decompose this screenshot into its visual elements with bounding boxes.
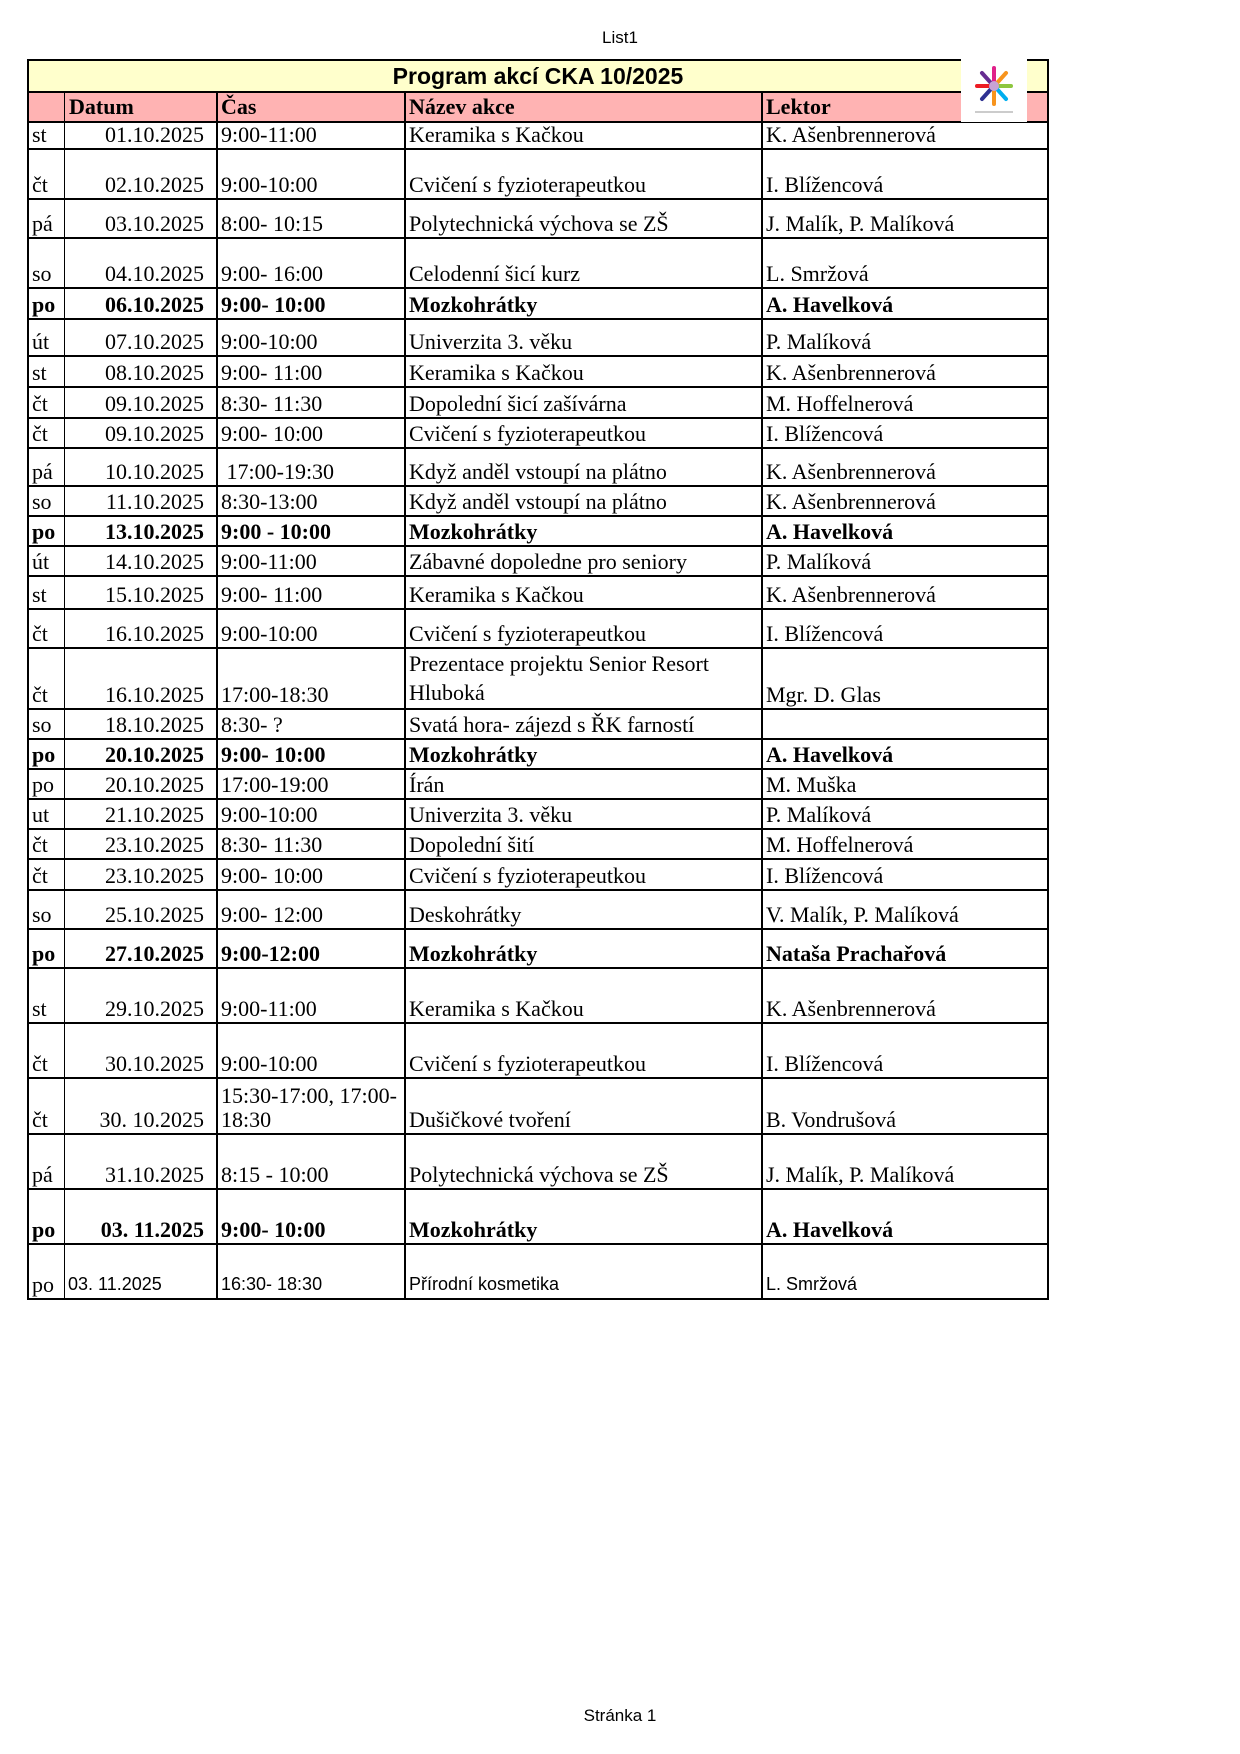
cell-day: po — [29, 1245, 65, 1298]
cell-date: 30.10.2025 — [65, 1024, 218, 1077]
cell-event-name: Cvičení s fyzioterapeutkou — [406, 150, 763, 198]
cell-date: 16.10.2025 — [65, 610, 218, 647]
cell-event-name: Když anděl vstoupí na plátno — [406, 449, 763, 485]
table-row — [29, 768, 1047, 798]
cell-day: st — [29, 577, 65, 608]
table-row — [29, 237, 1047, 287]
cell-lecturer: V. Malík, P. Malíková — [766, 902, 959, 927]
cell-time: 9:00-10:00 — [218, 1024, 406, 1077]
table-row — [29, 386, 1047, 417]
header-day — [29, 93, 65, 121]
cell-date: 14.10.2025 — [65, 547, 218, 575]
cell-time: 8:30-13:00 — [218, 487, 406, 515]
table-title — [29, 59, 1047, 91]
cell-day: pá — [29, 449, 65, 485]
cell-event-name: Mozkohrátky — [406, 517, 763, 545]
cell-lecturer: A. Havelková — [766, 519, 894, 544]
cell-time: 9:00-11:00 — [218, 123, 406, 148]
cell-date: 10.10.2025 — [65, 449, 218, 485]
cell-lecturer: I. Blížencová — [766, 863, 884, 888]
cell-day: čt — [29, 150, 65, 198]
cell-time: 9:00- 10:00 — [218, 419, 406, 447]
cell-time: 9:00-10:00 — [218, 800, 406, 828]
cell-time: 8:30- 11:30 — [218, 830, 406, 858]
cell-date: 16.10.2025 — [65, 649, 218, 708]
cell-event-name: Keramika s Kačkou — [406, 577, 763, 608]
cell-lecturer: J. Malík, P. Malíková — [766, 1162, 955, 1187]
table-row — [29, 967, 1047, 1022]
cell-day: ut — [29, 800, 65, 828]
table-row — [29, 545, 1047, 575]
cell-time: 8:30- ? — [218, 710, 406, 738]
cell-date: 07.10.2025 — [65, 320, 218, 355]
cell-event-name: Mozkohrátky — [406, 289, 763, 318]
table-row — [29, 148, 1047, 198]
cell-date: 21.10.2025 — [65, 800, 218, 828]
cell-event-name: Zábavné dopoledne pro seniory — [406, 547, 763, 575]
cell-lecturer: I. Blížencová — [766, 621, 884, 646]
cell-day: čt — [29, 860, 65, 889]
table-header-row — [29, 91, 1047, 121]
cell-time: 9:00-11:00 — [218, 969, 406, 1022]
table-title-text: Program akcí CKA 10/2025 — [392, 63, 684, 89]
cell-time: 15:30-17:00, 17:00-18:30 — [218, 1079, 406, 1133]
cell-lecturer: L. Smržová — [766, 1274, 858, 1294]
cell-day: čt — [29, 388, 65, 417]
cell-event-name: Když anděl vstoupí na plátno — [406, 487, 763, 515]
cell-event-name: Deskohrátky — [406, 891, 763, 928]
cell-time: 9:00- 11:00 — [218, 577, 406, 608]
cell-event-name: Prezentace projektu Senior Resort Hluboká — [406, 649, 763, 708]
cell-lecturer: K. Ašenbrennerová — [766, 489, 936, 514]
cell-lecturer: K. Ašenbrennerová — [766, 582, 936, 607]
table-row — [29, 287, 1047, 318]
cell-day: čt — [29, 1024, 65, 1077]
cell-lecturer: M. Hoffelnerová — [766, 832, 914, 857]
cell-date: 03.10.2025 — [65, 200, 218, 237]
cell-time: 9:00- 10:00 — [218, 740, 406, 768]
cell-event-name: Cvičení s fyzioterapeutkou — [406, 860, 763, 889]
cell-date: 02.10.2025 — [65, 150, 218, 198]
table-row — [29, 417, 1047, 447]
cell-event-name: Dopolední šití — [406, 830, 763, 858]
cell-lecturer: M. Muška — [766, 772, 857, 797]
table-row — [29, 447, 1047, 485]
cell-day: so — [29, 239, 65, 287]
cell-time: 9:00-10:00 — [218, 610, 406, 647]
cell-lecturer: B. Vondrušová — [766, 1107, 896, 1132]
cell-date: 08.10.2025 — [65, 357, 218, 386]
cell-time: 9:00 - 10:00 — [218, 517, 406, 545]
cell-date: 18.10.2025 — [65, 710, 218, 738]
table-row — [29, 1133, 1047, 1188]
cell-lecturer: I. Blížencová — [766, 1051, 884, 1076]
cell-day: st — [29, 123, 65, 148]
cell-date: 29.10.2025 — [65, 969, 218, 1022]
cell-time: 9:00- 10:00 — [218, 289, 406, 318]
cell-lecturer: I. Blížencová — [766, 421, 884, 446]
cell-time: 9:00-10:00 — [218, 150, 406, 198]
cell-date: 31.10.2025 — [65, 1135, 218, 1188]
cell-date: 23.10.2025 — [65, 830, 218, 858]
cell-day: st — [29, 969, 65, 1022]
cell-lecturer: L. Smržová — [766, 261, 869, 286]
table-row — [29, 1077, 1047, 1133]
header-event-name: Název akce — [406, 93, 763, 121]
cell-lecturer — [763, 710, 1047, 738]
cell-event-name: Polytechnická výchova se ZŠ — [406, 200, 763, 237]
cell-date: 09.10.2025 — [65, 388, 218, 417]
table-row — [29, 318, 1047, 355]
cell-time: 9:00- 12:00 — [218, 891, 406, 928]
cell-day: pá — [29, 200, 65, 237]
cell-time: 9:00-12:00 — [218, 930, 406, 967]
cell-lecturer: Mgr. D. Glas — [766, 682, 881, 707]
cell-day: čt — [29, 649, 65, 708]
cell-day: čt — [29, 419, 65, 447]
table-row — [29, 928, 1047, 967]
cell-date: 11.10.2025 — [65, 487, 218, 515]
cell-date: 15.10.2025 — [65, 577, 218, 608]
header-date: Datum — [65, 93, 218, 121]
cell-event-name: Cvičení s fyzioterapeutkou — [406, 610, 763, 647]
cell-day: so — [29, 891, 65, 928]
cell-time: 8:30- 11:30 — [218, 388, 406, 417]
cell-day: so — [29, 487, 65, 515]
cell-lecturer: K. Ašenbrennerová — [766, 459, 936, 484]
cell-time: 8:15 - 10:00 — [218, 1135, 406, 1188]
table-row — [29, 198, 1047, 237]
cell-event-name: Dopolední šicí zašívárna — [406, 388, 763, 417]
cell-day: čt — [29, 830, 65, 858]
cell-date: 13.10.2025 — [65, 517, 218, 545]
cell-lecturer: K. Ašenbrennerová — [766, 123, 936, 147]
cell-event-name: Univerzita 3. věku — [406, 320, 763, 355]
cell-lecturer: Nataša Prachařová — [766, 941, 947, 966]
cell-day: po — [29, 517, 65, 545]
cell-time: 9:00- 16:00 — [218, 239, 406, 287]
cell-time: 9:00-10:00 — [218, 320, 406, 355]
table-row — [29, 889, 1047, 928]
cell-event-name: Keramika s Kačkou — [406, 969, 763, 1022]
cell-event-name: Univerzita 3. věku — [406, 800, 763, 828]
cell-time: 9:00- 10:00 — [218, 860, 406, 889]
header-lecturer: Lektor — [766, 94, 831, 119]
table-row — [29, 515, 1047, 545]
table-row — [29, 798, 1047, 828]
cell-date: 01.10.2025 — [65, 123, 218, 148]
cell-day: po — [29, 289, 65, 318]
cell-date: 09.10.2025 — [65, 419, 218, 447]
table-row — [29, 575, 1047, 608]
cell-lecturer: A. Havelková — [766, 1217, 894, 1242]
cell-date: 25.10.2025 — [65, 891, 218, 928]
cell-lecturer: M. Hoffelnerová — [766, 391, 914, 416]
header-time: Čas — [218, 93, 406, 121]
cell-lecturer: J. Malík, P. Malíková — [766, 211, 955, 236]
cell-date: 03. 11.2025 — [65, 1245, 218, 1298]
table-row — [29, 608, 1047, 647]
organization-logo-icon — [961, 58, 1027, 122]
table-row — [29, 647, 1047, 708]
cell-date: 20.10.2025 — [65, 770, 218, 798]
table-row — [29, 485, 1047, 515]
cell-time: 17:00-18:30 — [218, 649, 406, 708]
event-table — [27, 59, 1049, 1300]
cell-date: 03. 11.2025 — [65, 1190, 218, 1243]
cell-lecturer: P. Malíková — [766, 329, 872, 354]
cell-day: po — [29, 930, 65, 967]
cell-day: út — [29, 547, 65, 575]
cell-lecturer: P. Malíková — [766, 802, 872, 827]
table-row — [29, 355, 1047, 386]
cell-event-name: Polytechnická výchova se ZŠ — [406, 1135, 763, 1188]
cell-day: so — [29, 710, 65, 738]
cell-day: pá — [29, 1135, 65, 1188]
cell-event-name: Celodenní šicí kurz — [406, 239, 763, 287]
cell-event-name: Írán — [406, 770, 763, 798]
cell-event-name: Mozkohrátky — [406, 1190, 763, 1243]
cell-day: čt — [29, 610, 65, 647]
cell-time: 8:00- 10:15 — [218, 200, 406, 237]
table-row — [29, 738, 1047, 768]
cell-time: 16:30- 18:30 — [218, 1245, 406, 1298]
table-row — [29, 1188, 1047, 1243]
cell-time: 17:00-19:30 — [218, 449, 406, 485]
cell-time: 9:00- 11:00 — [218, 357, 406, 386]
cell-event-name: Přírodní kosmetika — [406, 1245, 763, 1298]
cell-lecturer: P. Malíková — [766, 549, 872, 574]
cell-date: 20.10.2025 — [65, 740, 218, 768]
cell-day: st — [29, 357, 65, 386]
cell-event-name: Svatá hora- zájezd s ŘK farností — [406, 710, 763, 738]
cell-day: út — [29, 320, 65, 355]
cell-date: 23.10.2025 — [65, 860, 218, 889]
cell-event-name: Cvičení s fyzioterapeutkou — [406, 419, 763, 447]
cell-time: 9:00-11:00 — [218, 547, 406, 575]
table-row — [29, 121, 1047, 148]
cell-event-name: Mozkohrátky — [406, 930, 763, 967]
cell-event-name: Mozkohrátky — [406, 740, 763, 768]
cell-event-name: Keramika s Kačkou — [406, 357, 763, 386]
cell-event-name: Cvičení s fyzioterapeutkou — [406, 1024, 763, 1077]
cell-day: po — [29, 1190, 65, 1243]
cell-lecturer: K. Ašenbrennerová — [766, 360, 936, 385]
cell-day: po — [29, 770, 65, 798]
table-row — [29, 1243, 1047, 1298]
cell-lecturer: K. Ašenbrennerová — [766, 996, 936, 1021]
cell-date: 27.10.2025 — [65, 930, 218, 967]
table-row — [29, 708, 1047, 738]
cell-day: čt — [29, 1079, 65, 1133]
cell-day: po — [29, 740, 65, 768]
cell-lecturer: A. Havelková — [766, 742, 894, 767]
page-footer: Stránka 1 — [583, 1706, 657, 1725]
table-row — [29, 858, 1047, 889]
cell-lecturer: A. Havelková — [766, 292, 894, 317]
cell-event-name: Dušičkové tvoření — [406, 1079, 763, 1133]
sheet-name: List1 — [602, 28, 638, 47]
cell-time: 17:00-19:00 — [218, 770, 406, 798]
cell-date: 30. 10.2025 — [65, 1079, 218, 1133]
cell-date: 06.10.2025 — [65, 289, 218, 318]
cell-event-name: Keramika s Kačkou — [406, 123, 763, 148]
cell-date: 04.10.2025 — [65, 239, 218, 287]
cell-time: 9:00- 10:00 — [218, 1190, 406, 1243]
cell-lecturer: I. Blížencová — [766, 172, 884, 197]
table-row — [29, 1022, 1047, 1077]
table-row — [29, 828, 1047, 858]
